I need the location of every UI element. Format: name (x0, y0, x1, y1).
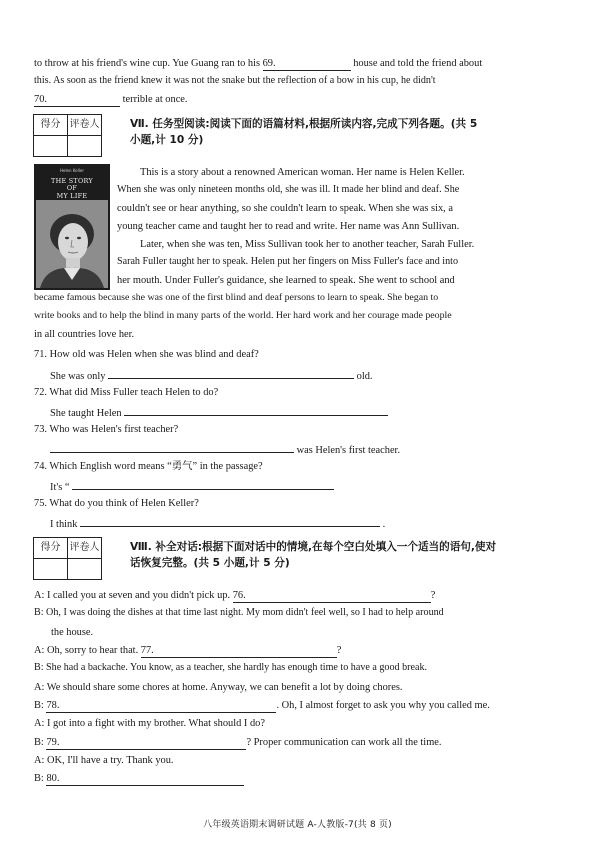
para-line: Later, when she was ten, Miss Sullivan took her to another teacher, Sarah Fuller. (140, 239, 475, 250)
answer-prefix: She taught Helen (50, 408, 122, 419)
score-label: 得分 (34, 115, 68, 136)
dialogue-line (34, 644, 341, 658)
answer-line (50, 404, 388, 420)
dialogue-line: B: Oh, I was doing the dishes at that time last night. My mom didn't feel well, so I had to help around (34, 607, 444, 618)
answer-prefix: I think (50, 519, 78, 530)
grader-cell[interactable] (68, 559, 102, 580)
book-author: Helen Keller (59, 168, 85, 173)
answer-blank-73[interactable] (50, 441, 294, 453)
para-line: Sarah Fuller taught her to speak. Helen put her fingers on Miss Fuller's face and into (117, 256, 458, 267)
dialogue-line (34, 589, 435, 603)
dialogue-line: the house. (51, 627, 94, 638)
dialogue-text: B: (34, 773, 44, 784)
portrait-photo (36, 200, 108, 288)
dialogue-line: A: I got into a fight with my brother. What should I do? (34, 718, 265, 729)
question-text: 73. Who was Helen's first teacher? (34, 424, 179, 435)
answer-suffix: old. (356, 371, 373, 382)
para-line: became famous because she was one of the first blind and deaf persons to learn to speak. She began to (34, 292, 439, 303)
dialogue-text: ? (430, 590, 436, 601)
title-line: Ⅷ. 补全对话:根据下面对话中的情境,在每个空白处填入一个适当的语句,使对 (130, 541, 497, 553)
score-cell[interactable] (34, 559, 68, 580)
para-line: couldn't see or hear anything, so she couldn't learn to speak. When she was six, a (117, 203, 453, 214)
dialogue-text: A: I called you at seven and you didn't pick up. (34, 590, 231, 601)
grader-label: 评卷人 (68, 538, 102, 559)
title-line: Ⅶ. 任务型阅读:阅读下面的语篇材料,根据所读内容,完成下列各题。(共 5 (130, 118, 478, 130)
answer-line (50, 478, 334, 494)
title-line: 话恢复完整。(共 5 小题,计 5 分) (130, 556, 290, 569)
blank-76[interactable] (233, 589, 431, 603)
text: to throw at his friend's wine cup. Yue Guang ran to his (34, 58, 260, 69)
dialogue-text: B: (34, 700, 44, 711)
page-footer: 八年级英语期末调研试题 A-人教版-7(共 8 页) (203, 820, 392, 830)
grader-cell[interactable] (68, 136, 102, 157)
question-text: 75. What do you think of Helen Keller? (34, 498, 199, 509)
dialogue-text: . Oh, I almost forget to ask you why you called me. (276, 700, 490, 711)
section-8-title (130, 540, 496, 572)
blank-number: 70. (34, 94, 47, 105)
dialogue-line: A: We should share some chores at home. Anyway, we can benefit a lot by doing chores. (34, 682, 403, 693)
answer-prefix: It's “ (50, 482, 70, 493)
section-7-title (130, 117, 477, 149)
answer-blank-75[interactable] (80, 515, 380, 527)
question-text: 71. How old was Helen when she was blind and deaf? (34, 349, 259, 360)
score-label: 得分 (34, 538, 68, 559)
dialogue-line (34, 736, 442, 750)
score-table-7 (33, 114, 102, 157)
blank-number: 79. (46, 737, 60, 748)
answer-suffix: was Helen's first teacher. (296, 445, 401, 456)
para-line: in all countries love her. (34, 329, 135, 340)
passage-line-1 (34, 57, 482, 71)
answer-prefix: She was only (50, 371, 106, 382)
answer-suffix: . (382, 519, 386, 530)
answer-line (50, 367, 373, 383)
question-text: 72. What did Miss Fuller teach Helen to do? (34, 387, 219, 398)
para-line: young teacher came and taught her to read and write. Her name was Ann Sullivan. (117, 221, 460, 232)
blank-number: 76. (232, 590, 246, 601)
blank-69[interactable] (263, 57, 351, 71)
book-title-line: OF (66, 184, 78, 193)
blank-number: 78. (46, 700, 60, 711)
blank-number: 77. (140, 645, 154, 656)
blank-79[interactable] (46, 736, 246, 750)
book-title (34, 178, 110, 200)
blank-78[interactable] (46, 699, 276, 713)
title-line: 小题,计 10 分) (130, 133, 204, 146)
score-cell[interactable] (34, 136, 68, 157)
blank-77[interactable] (141, 644, 337, 658)
dialogue-text: B: (34, 737, 44, 748)
blank-80[interactable] (46, 772, 244, 786)
answer-line (50, 515, 385, 531)
answer-blank-71[interactable] (108, 367, 354, 379)
blank-number: 69. (262, 58, 276, 69)
para-line: write books and to help the blind in many parts of the world. Her hard work and her courage made people (34, 310, 452, 321)
text: terrible at once. (122, 94, 188, 105)
para-line: her mouth. Under Fuller's guidance, she learned to speak. She went to school and (117, 275, 455, 286)
dialogue-text: A: Oh, sorry to hear that. (34, 645, 139, 656)
text: house and told the friend about (353, 58, 483, 69)
book-title-line: THE STORY (51, 177, 93, 185)
book-title-line: MY LIFE (56, 191, 88, 200)
dialogue-line (34, 772, 244, 786)
score-table-8 (33, 537, 102, 580)
dialogue-line (34, 699, 490, 713)
answer-blank-74[interactable] (72, 478, 334, 490)
para-line: This is a story about a renowned American woman. Her name is Helen Keller. (140, 167, 465, 178)
passage-line-3 (34, 93, 188, 107)
para-line: When she was only nineteen months old, she was ill. It made her blind and deaf. She (117, 184, 460, 195)
blank-70[interactable] (34, 93, 120, 107)
passage-line-2: this. As soon as the friend knew it was not the snake but the reflection of a bow in his cup, he didn't (34, 75, 436, 86)
answer-blank-72[interactable] (124, 404, 388, 416)
book-cover-image (34, 164, 110, 290)
dialogue-text: ? (336, 645, 342, 656)
answer-line (50, 441, 400, 457)
blank-number: 80. (46, 773, 60, 784)
grader-label: 评卷人 (68, 115, 102, 136)
dialogue-line: A: OK, I'll have a try. Thank you. (34, 755, 174, 766)
question-text: 74. Which English word means “勇气” in the passage? (34, 461, 263, 472)
dialogue-line: B: She had a backache. You know, as a teacher, she hardly has enough time to have a good break. (34, 662, 428, 673)
dialogue-text: ? Proper communication can work all the time. (246, 737, 442, 748)
